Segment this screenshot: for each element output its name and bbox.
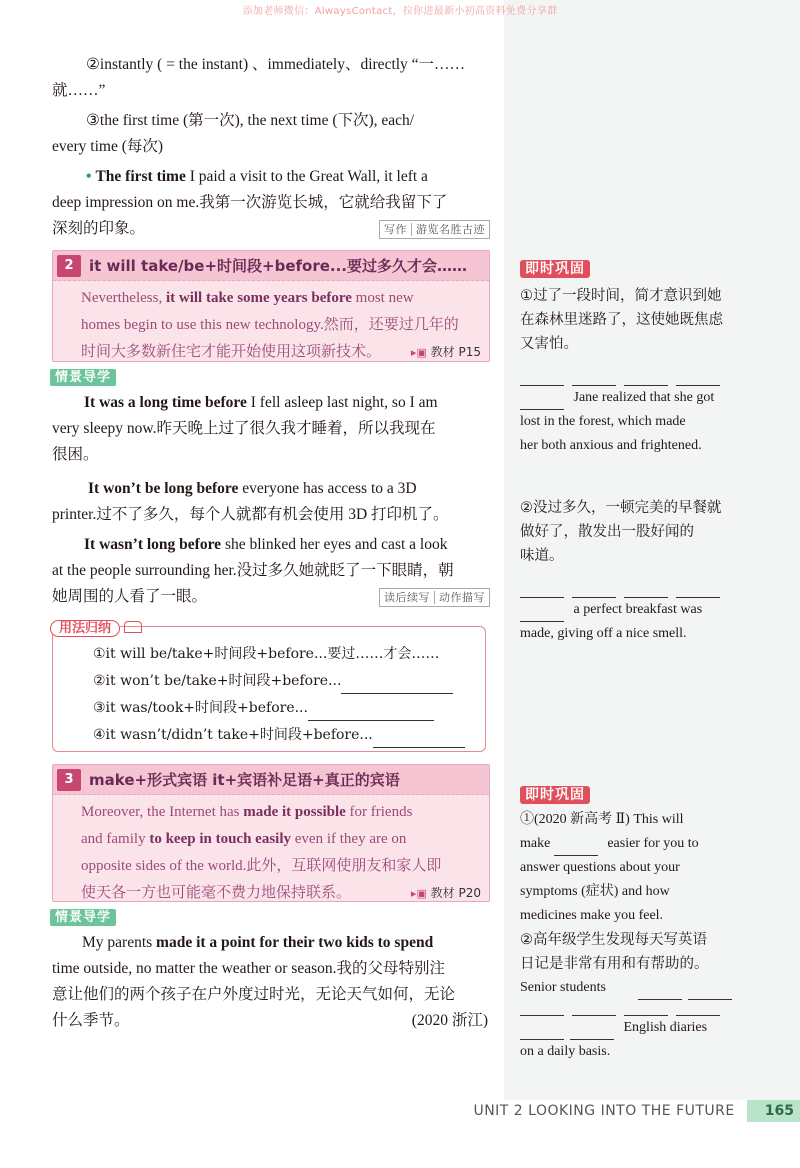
answer-blank[interactable] xyxy=(341,676,453,694)
intro-example: • The first time I paid a visit to the Great Wall, it left a xyxy=(86,168,428,185)
rule-1: ①it will be/take+时间段+before...要过……才会…… xyxy=(93,646,440,662)
answer-blank[interactable] xyxy=(676,370,720,386)
section-3-box xyxy=(52,764,490,902)
book-icon: ▸▣ xyxy=(410,887,427,900)
intro-example-line3: 深刻的印象。 写作 游览名胜古迹 xyxy=(52,216,490,242)
answer-blank[interactable] xyxy=(676,582,720,598)
page-footer xyxy=(420,1100,800,1122)
answer-blank[interactable] xyxy=(520,606,564,622)
quiz-1: ①过了一段时间，简才意识到她 在森林里迷路了，这使她既焦虑 又害怕。 Jane realized that she got lost in the forest, which made her both anxious and frightened. ②没过多久，一顿完美的早餐就 做好了，散发出一股好闻的 味道。 a perfect breakfast was made, giving off a nice smell. xyxy=(520,288,723,641)
usage-summary-label: 用法归纳 xyxy=(50,617,142,637)
answer-blank[interactable] xyxy=(572,1000,616,1016)
answer-blank[interactable] xyxy=(638,984,682,1000)
topic-tag: 写作 游览名胜古迹 xyxy=(379,220,490,239)
topic-tag: 读后续写 动作描写 xyxy=(379,588,490,607)
textbook-source: ▸▣ 教材 P20 xyxy=(410,886,481,900)
answer-blank[interactable] xyxy=(624,582,668,598)
answer-blank[interactable] xyxy=(572,582,616,598)
answer-blank[interactable] xyxy=(572,370,616,386)
section-2-box xyxy=(52,250,490,362)
rule-4: ④it wasn’t/didn’t take+时间段+before... xyxy=(93,722,465,748)
scene-label-1: 情景导学 xyxy=(50,366,116,386)
page-number: 165 xyxy=(747,1100,800,1122)
answer-blank[interactable] xyxy=(570,1024,614,1040)
section-3-body: Moreover, the Internet has made it possible for friends and family to keep in touch easily even if they are on opposite sides of the world.此外，互联网使朋友和家人即 使天各一方也可能毫不费力地保持联系。 ▸▣ 教材 P20 xyxy=(53,795,489,913)
section-2-body: Nevertheless, it will take some years before most new homes begin to use this new technology.然而，还要过几年的 时间大多数新住宅才能开始使用这项新技术。 ▸▣ 教材 P15 xyxy=(53,281,489,372)
rule-3: ③it was/took+时间段+before... xyxy=(93,695,434,721)
rule-2: ②it won’t be/take+时间段+before... xyxy=(93,668,453,694)
answer-blank[interactable] xyxy=(520,1000,564,1016)
answer-blank[interactable] xyxy=(624,1000,668,1016)
intro-item-3-cont: every time (每次) xyxy=(52,138,164,155)
intro-example-line2: deep impression on me.我第一次游览长城，它就给我留下了 xyxy=(52,194,448,211)
quiz-2-label: 即时巩固 xyxy=(520,784,590,804)
section-number-badge: 2 xyxy=(57,255,81,277)
book-icon: ▸▣ xyxy=(410,346,427,359)
watermark: 添加老师微信：AlwaysContact，拉你进最新小初高资料免费分享群 xyxy=(242,6,558,17)
answer-blank[interactable] xyxy=(520,394,564,410)
answer-blank[interactable] xyxy=(520,1024,564,1040)
answer-blank[interactable] xyxy=(520,582,564,598)
answer-blank[interactable] xyxy=(688,984,732,1000)
section-number-badge: 3 xyxy=(57,769,81,791)
hat-icon xyxy=(124,621,142,633)
answer-blank[interactable] xyxy=(308,703,434,721)
section-2-examples: It was a long time before I fell asleep last night, so I am very sleepy now.昨天晚上过了很久我才睡着，所以我现在 很困。 It won’t be long before everyone has access to a 3D printer.过不了多久，每个人就都有机会使用 3D 打印机了。 It wasn’t long before she blinked her eyes and cast a look at the people surrounding her.没过多久她就眨了一下眼睛，朝 她周围的人看了一眼。 读后续写 动作描写 xyxy=(52,390,490,610)
intro-item-3: ③the first time (第一次), the next time (下次), each/ xyxy=(86,112,415,129)
textbook-source: ▸▣ 教材 P15 xyxy=(410,345,481,359)
usage-summary-box xyxy=(52,626,486,752)
intro-item-2-cont: 就……” xyxy=(52,82,106,99)
section-2-heading: 2 it will take/be+时间段+before...要过多久才会…… xyxy=(53,251,489,281)
answer-blank[interactable] xyxy=(676,1000,720,1016)
intro-item-2: ②instantly ( = the instant) 、immediately、directly “一…… xyxy=(86,56,466,73)
intro-block xyxy=(52,52,490,242)
section-3-example: My parents made it a point for their two kids to spend time outside, no matter the weather or season.我的父母特别注 意让他们的两个孩子在户外度过时光，无论天气如何，无论 什么季节。 (2020 浙江) xyxy=(52,930,488,1034)
answer-blank[interactable] xyxy=(373,730,465,748)
section-3-heading: 3 make+形式宾语 it+宾语补足语+真正的宾语 xyxy=(53,765,489,795)
exam-source: (2020 浙江) xyxy=(411,1012,488,1029)
unit-title: UNIT 2 LOOKING INTO THE FUTURE xyxy=(473,1103,735,1119)
scene-label-2: 情景导学 xyxy=(50,906,116,926)
answer-blank[interactable] xyxy=(554,840,598,856)
quiz-2: ①(2020 新高考 Ⅱ) This will make easier for you to answer questions about your symptoms (症状) and how medicines make you feel. ②高年级学生发现每天写英语 日记是非常有用和有帮助的。 Senior students English diaries on a daily basis. xyxy=(520,808,732,1064)
bullet-icon: • xyxy=(86,168,92,185)
answer-blank[interactable] xyxy=(624,370,668,386)
answer-blank[interactable] xyxy=(520,370,564,386)
quiz-1-label: 即时巩固 xyxy=(520,258,590,278)
